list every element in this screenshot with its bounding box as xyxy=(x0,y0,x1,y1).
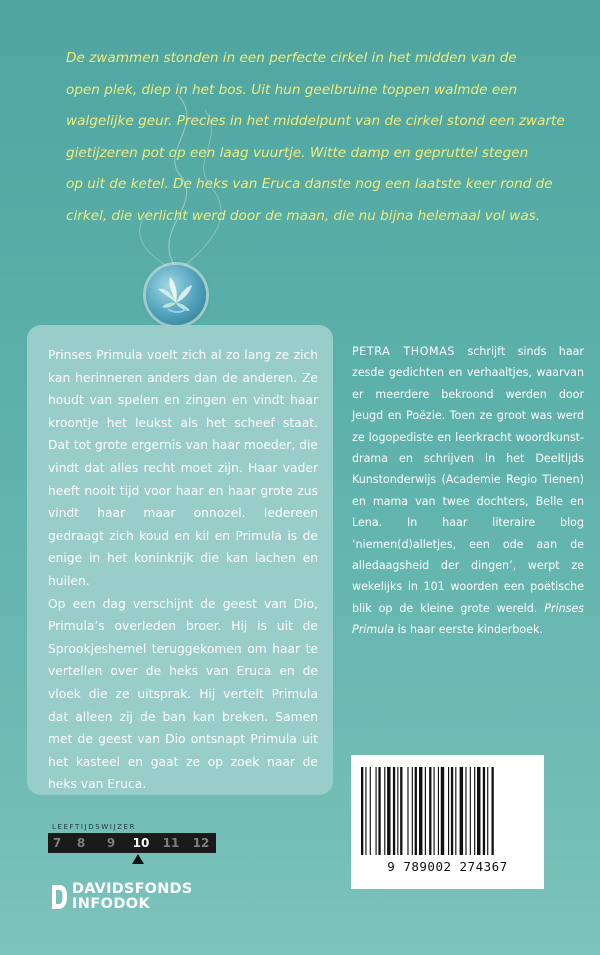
barcode-bar xyxy=(378,767,380,855)
book-summary xyxy=(48,344,318,796)
age-option: 9 xyxy=(106,836,116,850)
barcode-bar xyxy=(400,767,402,855)
publisher-imprint: INFODOK xyxy=(72,896,151,912)
barcode-bar xyxy=(370,767,371,855)
barcode-bar xyxy=(425,767,426,855)
barcode-bar xyxy=(455,767,456,855)
excerpt-line: op uit de ketel. De heks van Eruca danste nog een laatste keer rond de xyxy=(66,176,553,192)
barcode-bar xyxy=(448,767,449,855)
barcode-bar xyxy=(483,767,485,855)
barcode-bar xyxy=(384,767,385,855)
isbn-barcode xyxy=(351,755,544,889)
age-option: 12 xyxy=(192,836,210,850)
barcode-bar xyxy=(465,767,466,855)
barcode-bar xyxy=(460,767,463,855)
age-option: 8 xyxy=(76,836,86,850)
excerpt-line: walgelijke geur. Precies in het middelpunt van de cirkel stond een zwarte xyxy=(66,113,565,129)
barcode-bars xyxy=(361,767,534,857)
story-excerpt xyxy=(66,43,565,232)
triangle-up-icon xyxy=(132,854,144,864)
barcode-bar xyxy=(419,767,422,855)
excerpt-line: cirkel, die verlicht werd door de maan, die nu bijna helemaal vol was. xyxy=(66,207,541,224)
barcode-bar xyxy=(470,767,471,855)
barcode-bar xyxy=(474,767,475,855)
excerpt-line: De zwammen stonden in een perfecte cirkel in het midden van de xyxy=(66,50,517,66)
age-option: 7 xyxy=(52,836,62,850)
davidsfonds-logo-icon xyxy=(50,883,68,911)
barcode-bar xyxy=(429,767,431,855)
barcode-bar xyxy=(441,767,444,855)
publisher-name: DAVIDSFONDS xyxy=(72,881,193,897)
barcode-bar xyxy=(492,767,494,855)
publisher-logo xyxy=(50,882,192,912)
age-indicator xyxy=(48,833,216,853)
age-option: 11 xyxy=(162,836,180,850)
barcode-bar xyxy=(415,767,417,855)
age-option-selected: 10 xyxy=(132,836,150,850)
barcode-bar xyxy=(397,767,398,855)
barcode-bar xyxy=(451,767,453,855)
age-indicator-title: LEEFTIJDSWIJZER xyxy=(52,823,137,831)
barcode-bar xyxy=(393,767,395,855)
book-title-reference: Prinses Primula xyxy=(352,601,584,637)
barcode-bar xyxy=(361,767,363,855)
isbn-number: 9 789002 274367 xyxy=(387,859,508,874)
primrose-emblem xyxy=(146,265,206,325)
barcode-bar xyxy=(365,767,366,855)
barcode-bar xyxy=(438,767,439,855)
barcode-bar xyxy=(407,767,408,855)
barcode-bar xyxy=(412,767,413,855)
author-bio-text: is haar eerste kinderboek. xyxy=(394,623,543,637)
barcode-bar xyxy=(376,767,377,855)
barcode-bar xyxy=(434,767,435,855)
excerpt-line: open plek, diep in het bos. Uit hun geelbruine toppen walmde een xyxy=(66,81,518,98)
barcode-bar xyxy=(477,767,480,855)
summary-paragraph: Prinses Primula voelt zich al zo lang ze zich kan herinneren anders dan de anderen. Ze houdt van spelen en zingen en vindt haar kroontje het leukst als het scheef staat. Dat tot grote ergernis van haar moeder, die vindt dat alles recht moet zijn. Haar vader heeft nooit tijd voor haar en haar grote zus vindt haar maar onnozel. Iedereen gedraagt zich koud en kil en Primula is de enige in het koninkrijk die kan lachen en huilen. xyxy=(48,348,318,588)
barcode-bar xyxy=(487,767,488,855)
author-name: PETRA THOMAS xyxy=(352,345,456,358)
excerpt-line: gietijzeren pot op een laag vuurtje. Witte damp en gepruttel stegen xyxy=(66,144,529,161)
author-bio xyxy=(352,341,584,641)
primrose-flower-icon xyxy=(146,265,206,325)
summary-paragraph: Op een dag verschijnt de geest van Dio, Primula’s overleden broer. Hij is uit de Sprookjeshemel teruggekomen om haar te vertellen over de heks van Eruca en de vloek die ze uitsprak. Hij vertelt Primula dat alleen zij de ban kan breken. Samen met de geest van Dio ontsnapt Primula uit het kasteel en gaat ze op zoek naar de heks van Eruca. xyxy=(48,596,318,792)
author-bio-text: schrijft sinds haar zesde gedichten en verhaaltjes, waarvan er meerdere bekroond werden door Jeugd en Poëzie. Toen ze groot was werd ze logopediste en leerkracht woordkunst-drama en schrijven in het Deeltijds Kunstonderwijs (Academie Regio Tienen) en mama van twee dochters, Belle en Lena. In haar literaire blog ‘niemen(d)alletjes, een ode aan de alledaagsheid der dingen’, werpt ze wekelijks in 101 woorden een poëtische blik op de kleine grote wereld. xyxy=(352,345,584,615)
barcode-bar xyxy=(387,767,390,855)
